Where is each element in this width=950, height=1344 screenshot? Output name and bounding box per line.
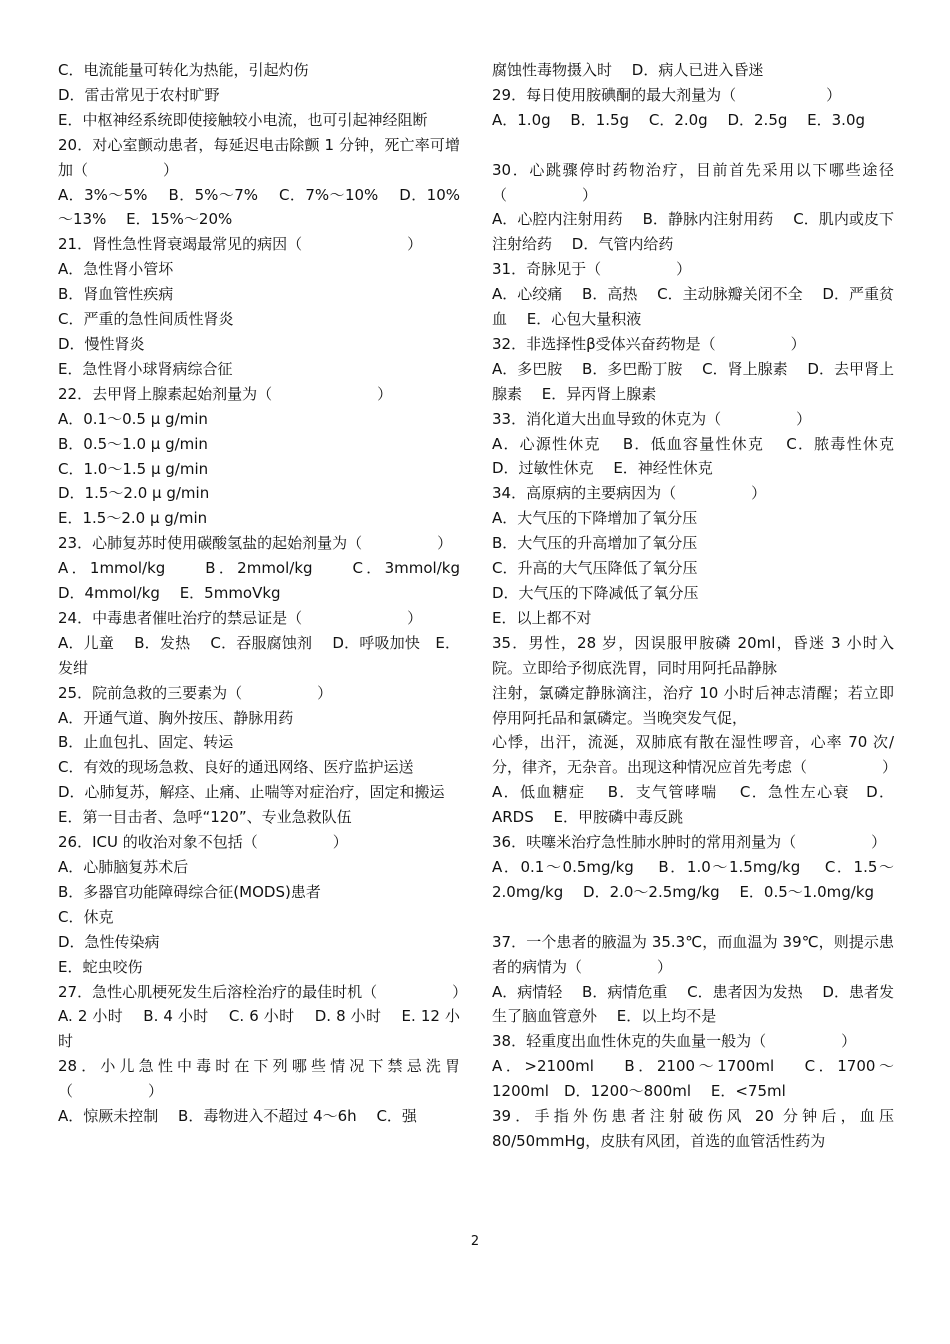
question-stem: 33．消化道大出血导致的休克为（ ） xyxy=(492,409,812,428)
text-line: A. 2 小时 B. 4 小时 C. 6 小时 D. 8 小时 E. 12 小时 xyxy=(58,1007,460,1051)
text-line: B．止血包扎、固定、转运 xyxy=(58,733,234,752)
text-line: 心悸，出汗，流涎，双肺底有散在湿性啰音，心率 70 次/分，律齐，无杂音。出现这种情况应首先考虑（ ） xyxy=(492,733,898,777)
text-line: B．多器官功能障碍综合征(MODS)患者 xyxy=(58,882,321,901)
question-stem: 21．肾性急性肾衰竭最常见的病因（ ） xyxy=(58,235,423,254)
text-line: 注射，氯磷定静脉滴注，治疗 10 小时后神志清醒；若立即停用阿托品和氯磷定。当晚突发气促， xyxy=(492,683,894,727)
text-line: A．儿童 B．发热 C．吞服腐蚀剂 D．呼吸加快 E．发绀 xyxy=(58,633,460,677)
text-line: A．急性肾小管坏 xyxy=(58,260,174,279)
text-line: A．心腔内注射用药 B．静脉内注射用药 C．肌内或皮下注射给药 D．气管内给药 xyxy=(492,210,894,254)
blank-line xyxy=(492,905,894,930)
question-stem: 37．一个患者的腋温为 35.3℃，而血温为 39℃，则提示患者的病情为（ ） xyxy=(492,932,894,976)
text-line: B．0.5～1.0 μ g/min xyxy=(58,434,208,453)
text-line: E．1.5～2.0 μ g/min xyxy=(58,509,208,528)
text-line: C．升高的大气压降低了氧分压 xyxy=(492,559,698,578)
text-line: A．惊厥未控制 B．毒物进入不超过 4～6h C．强 xyxy=(58,1107,417,1126)
question-stem: 28．小儿急性中毒时在下列哪些情况下禁忌洗胃（ ） xyxy=(58,1057,460,1101)
text-line: A．大气压的下降增加了氧分压 xyxy=(492,509,698,528)
question-stem: 23．心肺复苏时使用碳酸氢盐的起始剂量为（ ） xyxy=(58,534,453,553)
text-line: A．心源性休克 B．低血容量性休克 C．脓毒性休克 D．过敏性休克 E．神经性休克 xyxy=(492,434,914,478)
right-column xyxy=(492,58,914,1154)
text-line: A．0.1～0.5mg/kg B．1.0～1.5mg/kg C．1.5～2.0mg/kg D．2.0～2.5mg/kg E．0.5～1.0mg/kg xyxy=(492,857,894,901)
text-line: A．1mmol/kg B．2mmol/kg C．3mmol/kg D．4mmol/kg E．5mmoVkg xyxy=(58,559,476,603)
text-line: C．休克 xyxy=(58,907,114,926)
text-line: C．电流能量可转化为热能，引起灼伤 xyxy=(58,61,309,79)
text-line: E．以上都不对 xyxy=(492,608,592,627)
text-line: A．心肺脑复苏术后 xyxy=(58,858,189,876)
text-line: A．心绞痛 B．高热 C．主动脉瓣关闭不全 D．严重贫血 E．心包大量积液 xyxy=(492,285,894,329)
text-line: E．蛇虫咬伤 xyxy=(58,957,143,976)
question-stem: 34．高原病的主要病因为（ ） xyxy=(492,484,767,503)
question-stem: 36．呋噻米治疗急性肺水肿时的常用剂量为（ ） xyxy=(492,833,887,852)
text-line: C．有效的现场急救、良好的通迅网络、医疗监护运送 xyxy=(58,758,414,777)
text-line: D．1.5～2.0 μ g/min xyxy=(58,484,210,503)
text-line: D．急性传染病 xyxy=(58,932,160,951)
left-column xyxy=(58,58,476,1129)
text-line: C．严重的急性间质性肾炎 xyxy=(58,310,234,329)
text-line: D．慢性肾炎 xyxy=(58,334,145,353)
text-line: A．1.0g B．1.5g C．2.0g D．2.5g E．3.0g xyxy=(492,110,866,129)
text-line: A．开通气道、胸外按压、静脉用药 xyxy=(58,708,294,727)
text-line: A．3%～5% B．5%～7% C．7%～10% D．10%～13% E．15%～20% xyxy=(58,185,460,229)
question-stem: 26．ICU 的收治对象不包括（ ） xyxy=(58,833,348,852)
blank-line xyxy=(492,133,894,158)
page-number: 2 xyxy=(470,1234,480,1249)
text-line: E．第一目击者、急呼“120”、专业急救队伍 xyxy=(58,808,352,827)
text-line: C．1.0～1.5 μ g/min xyxy=(58,459,209,478)
question-stem: 31．奇脉见于（ ） xyxy=(492,260,692,279)
text-line: B．肾血管性疾病 xyxy=(58,285,174,304)
question-stem: 38．轻重度出血性休克的失血量一般为（ ） xyxy=(492,1032,857,1051)
text-line: D．雷击常见于农村旷野 xyxy=(58,85,220,104)
text-line: D．大气压的下降减低了氧分压 xyxy=(492,584,699,603)
question-stem: 39．手指外伤患者注射破伤风 20 分钟后，血压 80/50mmHg，皮肤有风团，首选的血管活性药为 xyxy=(492,1107,899,1150)
question-stem: 27．急性心肌梗死发生后溶栓治疗的最佳时机（ ） xyxy=(58,982,468,1001)
question-stem: 25．院前急救的三要素为（ ） xyxy=(58,683,333,702)
question-stem: 35．男性，28 岁，因误服甲胺磷 20ml，昏迷 3 小时入院。立即给予彻底洗胃，同时用阿托品静脉 xyxy=(492,633,894,677)
text-line: D．心肺复苏，解痉、止痛、止喘等对症治疗，固定和搬运 xyxy=(58,783,445,802)
text-line: 腐蚀性毒物摄入时 D．病人已进入昏迷 xyxy=(492,61,764,79)
text-line: A．病情轻 B．病情危重 C．患者因为发热 D．患者发生了脑血管意外 E．以上均不是 xyxy=(492,982,894,1026)
question-stem: 24．中毒患者催吐治疗的禁忌证是（ ） xyxy=(58,608,423,627)
text-line: E．中枢神经系统即使接触较小电流，也可引起神经阻断 xyxy=(58,110,428,129)
question-stem: 29．每日使用胺碘酮的最大剂量为（ ） xyxy=(492,85,842,104)
text-line: E．急性肾小球肾病综合征 xyxy=(58,359,233,378)
question-stem: 20．对心室颤动患者，每延迟电击除颤 1 分钟，死亡率可增加（ ） xyxy=(58,135,460,179)
text-line: A．0.1～0.5 μ g/min xyxy=(58,409,208,428)
text-line: A．低血糖症 B．支气管哮喘 C．急性左心衰 D．ARDS E．甲胺磷中毒反跳 xyxy=(492,783,894,827)
text-line: A．>2100ml B．2100～1700ml C．1700～1200ml D．1200～800ml E．<75ml xyxy=(492,1057,894,1101)
question-stem: 30．心跳骤停时药物治疗，目前首先采用以下哪些途径（ ） xyxy=(492,160,894,204)
text-line: A．多巴胺 B．多巴酚丁胺 C．肾上腺素 D．去甲肾上腺素 E．异丙肾上腺素 xyxy=(492,359,894,403)
question-stem: 32．非选择性β受体兴奋药物是（ ） xyxy=(492,334,806,353)
question-stem: 22．去甲肾上腺素起始剂量为（ ） xyxy=(58,384,393,403)
text-line: B．大气压的升高增加了氧分压 xyxy=(492,534,698,553)
